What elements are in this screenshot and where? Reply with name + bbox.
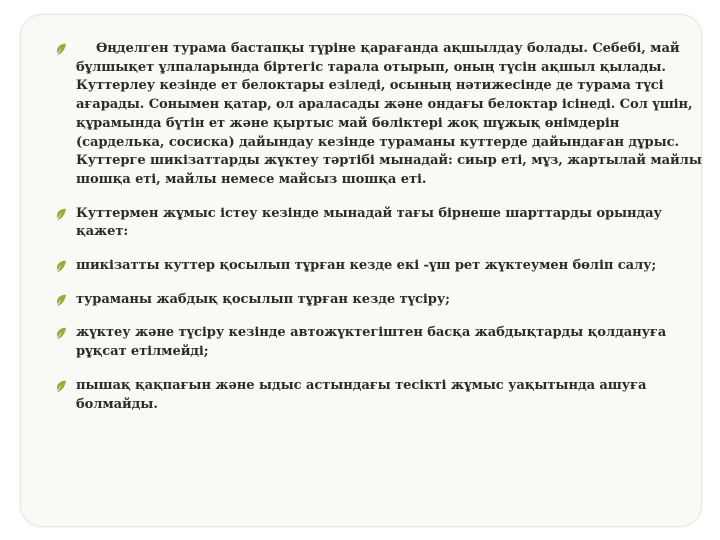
leaf-bullet-icon <box>56 208 67 221</box>
list-item <box>56 324 706 361</box>
list-item <box>56 377 706 414</box>
paragraph-text: жүктеу және түсіру кезінде автожүктегіштен басқа жабдықтарды қолдануға рұқсат етілмейді; <box>76 325 667 360</box>
paragraph-text: тураманы жабдық қосылып тұрған кезде түсіру; <box>76 291 450 307</box>
list-item <box>56 291 706 310</box>
leaf-bullet-icon <box>56 260 67 273</box>
list-item <box>56 257 706 276</box>
slide-panel <box>20 14 702 527</box>
paragraph-text: Куттермен жұмыс істеу кезінде мынадай тағы бірнеше шарттарды орындау қажет: <box>76 205 662 240</box>
paragraph-text: Өңделген турама бастапқы түріне қарағанда ақшылдау болады. Себебі, май бұлшықет ұлпаларында біртегіс тарала отырып, оның түсін ақшыл қылады. Куттерлеу кезінде ет белоктары езіледі, осының нәтижесінде де турама түсі ағарады. Сонымен қатар, ол араласады және ондағы белоктар ісінеді. Сол үшін, құрамында бүтін ет және қыртыс май бөліктері жоқ шұжық өнімдерін (сарделька, сосиска) дайындау кезінде тураманы куттерде дайындаған дұрыс. Куттерге шикізаттарды жүктеу тәртібі мынадай: сиыр еті, мұз, жартылай майлы шошқа еті, майлы немесе майсыз шошқа еті. <box>76 41 702 187</box>
list-item <box>56 40 706 190</box>
leaf-bullet-icon <box>56 43 67 56</box>
paragraph-text: пышақ қақпағын және ыдыс астындағы тесікті жұмыс уақытында ашуға болмайды. <box>76 377 647 412</box>
leaf-bullet-icon <box>56 327 67 340</box>
leaf-bullet-icon <box>56 294 67 307</box>
leaf-bullet-icon <box>56 380 67 393</box>
bullet-list <box>56 40 706 429</box>
paragraph-text: шикізатты куттер қосылып тұрған кезде екі -үш рет жүктеумен бөліп салу; <box>76 258 657 274</box>
list-item <box>56 205 706 242</box>
